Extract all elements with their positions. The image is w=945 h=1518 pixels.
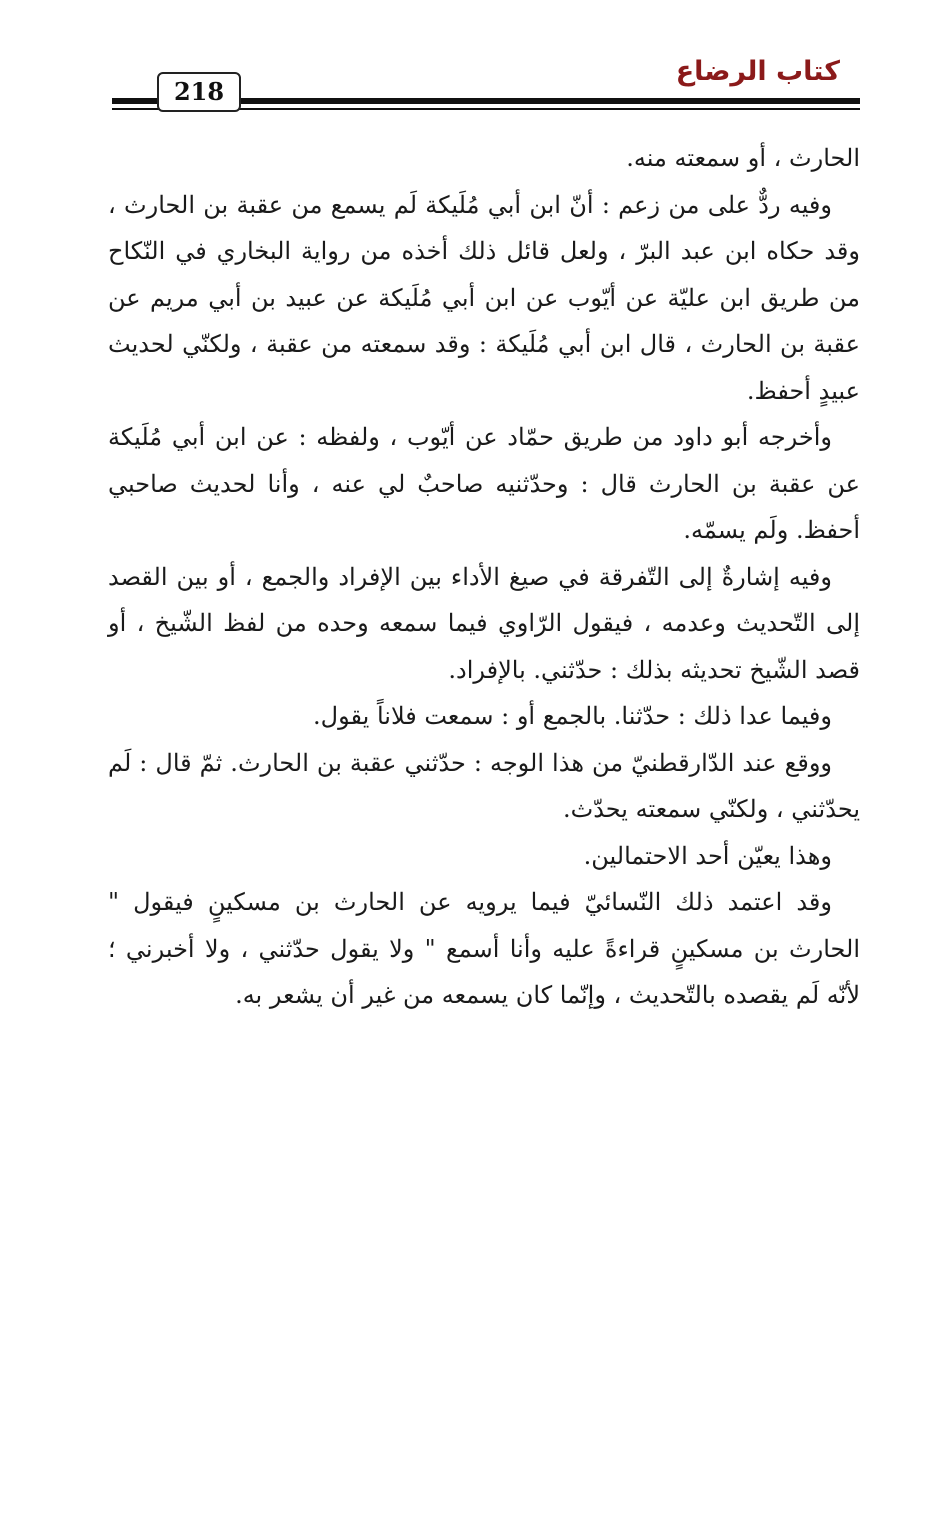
- book-title: كتاب الرضاع: [675, 56, 840, 87]
- paragraph: وفيه إشارةٌ إلى التّفرقة في صيغ الأداء بين الإفراد والجمع ، أو بين القصد إلى التّحديث وعدمه ، فيقول الرّاوي فيما سمعه وحده من لفظ الشّيخ ، أو قصد الشّيخ تحديثه بذلك : حدّثني. بالإفراد.: [108, 562, 860, 684]
- page-header: [0, 0, 945, 120]
- paragraph: وفيه ردٌّ على من زعم : أنّ ابن أبي مُلَيكة لَم يسمع من عقبة بن الحارث ، وقد حكاه ابن عبد البرّ ، ولعل قائل ذلك أخذه من رواية البخاري في النّكاح من طريق ابن عليّة عن أيّوب عن ابن أبي مُلَيكة عن عبيد بن أبي مريم عن عقبة بن الحارث ، قال ابن أبي مُلَيكة : وقد سمعته من عقبة ، ولكنّي لحديث عبيدٍ أحفظ.: [108, 190, 861, 405]
- page-number: 218: [157, 72, 241, 112]
- paragraph: وفيما عدا ذلك : حدّثنا. بالجمع أو : سمعت فلاناً يقول.: [313, 702, 832, 730]
- paragraph: وأخرجه أبو داود من طريق حمّاد عن أيّوب ، ولفظه : عن ابن أبي مُلَيكة عن عقبة بن الحارث قال : وحدّثنيه صاحبٌ لي عنه ، وأنا لحديث صاحبي أحفظ. ولَم يسمّه.: [108, 423, 860, 544]
- paragraph: ووقع عند الدّارقطنيّ من هذا الوجه : حدّثني عقبة بن الحارث. ثمّ قال : لَم يحدّثني ، ولكنّي سمعته يحدّث.: [108, 748, 860, 823]
- paragraph-continuation: الحارث ، أو سمعته منه.: [626, 144, 860, 172]
- paragraph: وقد اعتمد ذلك النّسائيّ فيما يرويه عن الحارث بن مسكينٍ فيقول " الحارث بن مسكينٍ قراءةً عليه وأنا أسمع " ولا يقول حدّثني ، ولا أخبرني ؛ لأنّه لَم يقصده بالتّحديث ، وإنّما كان يسمعه من غير أن يشعر به.: [108, 888, 860, 1009]
- paragraph: وهذا يعيّن أحد الاحتمالين.: [583, 841, 832, 870]
- body-text: [108, 135, 860, 1019]
